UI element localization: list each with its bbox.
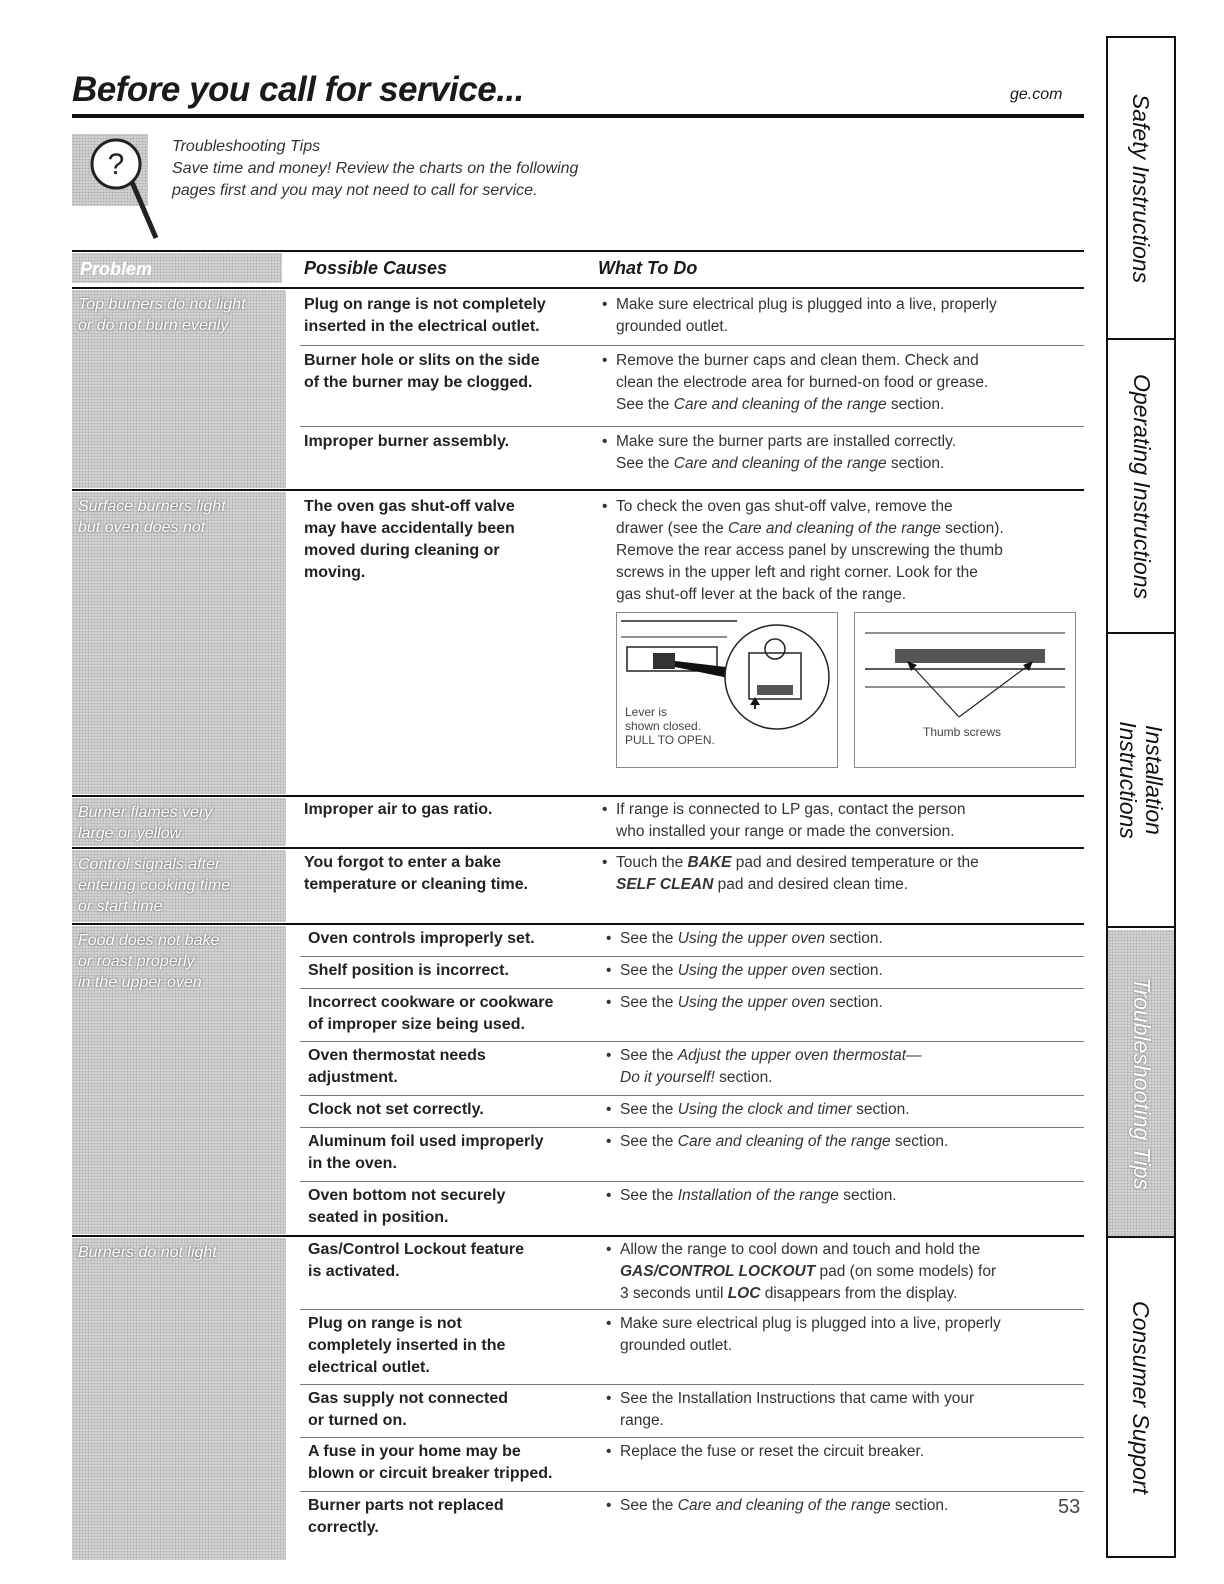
problem-title: Burners do not light [78,1244,217,1261]
todo-line: drawer (see the Care and cleaning of the range section). [616,520,1004,537]
causes-header: Possible Causes [304,258,448,278]
cause-line: Aluminum foil used improperly [308,1133,544,1150]
row-rule [300,956,1084,957]
todo-line: • See the Using the clock and timer section. [620,1101,910,1118]
cause-text [308,1388,578,1432]
cause-text [308,960,578,982]
todo-text [620,992,1070,1014]
problem-title: or roast properly [78,953,195,970]
todo-header: What To Do [598,258,698,278]
todo-line: clean the electrode area for burned-on food or grease. [616,374,989,391]
row-rule [300,345,1084,346]
todo-text [616,799,1066,843]
todo-line: • Make sure electrical plug is plugged into a live, properly [616,296,997,313]
section-rule [72,489,1084,491]
todo-line: SELF CLEAN pad and desired clean time. [616,876,909,893]
todo-line: • See the Care and cleaning of the range section. [620,1497,949,1514]
tab-label: Operating Instructions [1128,373,1155,599]
cause-line: inserted in the electrical outlet. [304,318,540,335]
cause-text [308,1045,578,1089]
cause-line: completely inserted in the [308,1337,506,1354]
todo-text [616,350,1066,416]
cause-line: seated in position. [308,1209,449,1226]
todo-text [620,1441,1070,1463]
cause-line: of the burner may be clogged. [304,374,533,391]
cause-text [308,1185,578,1229]
tab-installation-instructions[interactable] [1106,634,1176,926]
problem-title: entering cooking time [78,877,231,894]
cause-line: Oven thermostat needs [308,1047,486,1064]
todo-line: range. [620,1412,664,1429]
cause-line: electrical outlet. [308,1359,430,1376]
todo-text [620,960,1070,982]
cause-line: Incorrect cookware or cookware [308,994,554,1011]
cause-line: blown or circuit breaker tripped. [308,1465,553,1482]
section-rule [72,1235,1084,1237]
todo-text [620,1495,1070,1517]
todo-text [620,1388,1070,1432]
gas-valve-figure [616,612,838,768]
row-rule [300,1095,1084,1096]
cause-line: Improper air to gas ratio. [304,801,493,818]
problem-title: but oven does not [78,519,206,536]
cause-line: Plug on range is not completely [304,296,546,313]
figure-caption: Lever is [625,705,668,719]
todo-line: screws in the upper left and right corner. Look for the [616,564,978,581]
todo-text [620,928,1070,950]
todo-line: • See the Using the upper oven section. [620,930,883,947]
problem-cell [72,798,286,846]
todo-line: • To check the oven gas shut-off valve, remove the [616,498,953,515]
todo-text [620,1239,1070,1305]
cause-text [304,431,574,453]
todo-line: • See the Using the upper oven section. [620,962,883,979]
todo-line: • Make sure the burner parts are installed correctly. [616,433,957,450]
cause-text [304,496,574,584]
tab-troubleshooting-tips[interactable] [1108,930,1174,1236]
tab-label [1115,721,1167,839]
problem-header [72,253,282,283]
cause-text [304,350,574,394]
cause-line: or turned on. [308,1412,407,1429]
section-rule [72,847,1084,849]
header-rule [72,287,1084,289]
problem-cell [72,850,286,922]
title-rule [72,114,1084,118]
todo-text [616,294,1066,338]
row-rule [300,426,1084,427]
todo-line: grounded outlet. [616,318,729,335]
cause-line: Clock not set correctly. [308,1101,484,1118]
tips-heading: Troubleshooting Tips [172,138,321,155]
cause-text [308,992,578,1036]
todo-text [620,1099,1070,1121]
todo-line: • Make sure electrical plug is plugged into a live, properly [620,1315,1001,1332]
todo-line: Do it yourself! section. [620,1069,773,1086]
figure-caption: Thumb screws [923,725,1002,739]
todo-text [620,1045,1070,1089]
problem-title: Control signals after [78,856,221,873]
cause-line: The oven gas shut-off valve [304,498,515,515]
todo-text [620,1313,1070,1357]
cause-line: moving. [304,564,366,581]
problem-cell [72,492,286,794]
row-rule [300,1491,1084,1492]
tab-consumer-support[interactable] [1106,1238,1176,1556]
question-magnifier-icon [72,134,162,244]
tab-label: Safety Instructions [1128,93,1155,283]
cause-line: adjustment. [308,1069,398,1086]
tab-label-line: Installation [1141,725,1168,835]
tab-divider [1106,926,1176,928]
todo-line: • See the Care and cleaning of the range section. [620,1133,949,1150]
cause-line: Burner parts not replaced [308,1497,504,1514]
problem-title: in the upper oven [78,974,202,991]
svg-text:?: ? [107,148,125,181]
cause-line: Plug on range is not [308,1315,462,1332]
figure-caption: PULL TO OPEN. [625,733,715,747]
cause-line: correctly. [308,1519,379,1536]
todo-text [620,1185,1070,1207]
tab-operating-instructions[interactable] [1106,340,1176,632]
tab-label: Troubleshooting Tips [1128,976,1155,1190]
problem-cell [72,926,286,1234]
todo-line: • See the Adjust the upper oven thermostat— [620,1047,922,1064]
todo-line: who installed your range or made the conversion. [616,823,955,840]
cause-line: Oven bottom not securely [308,1187,506,1204]
row-rule [300,1309,1084,1310]
cause-text [308,1099,578,1121]
cause-text [308,1495,578,1539]
cause-text [308,1239,578,1283]
tab-label-line: Instructions [1115,721,1142,839]
problem-title: Burner flames very [78,804,213,821]
todo-line: See the Care and cleaning of the range section. [616,396,945,413]
problem-title: or start time [78,898,163,915]
cause-line: temperature or cleaning time. [304,876,529,893]
row-rule [300,1127,1084,1128]
todo-line: • See the Installation Instructions that came with your [620,1390,975,1407]
tips-line: pages first and you may not need to call for service. [172,182,538,199]
problem-title: Top burners do not light [78,296,246,313]
cause-line: Gas/Control Lockout feature [308,1241,525,1258]
todo-text [620,1131,1070,1153]
cause-line: A fuse in your home may be [308,1443,521,1460]
row-rule [300,988,1084,989]
todo-line: • If range is connected to LP gas, contact the person [616,801,966,818]
page-number: 53 [1058,1496,1081,1518]
todo-line: GAS/CONTROL LOCKOUT pad (on some models) for [620,1263,997,1280]
cause-line: Oven controls improperly set. [308,930,535,947]
cause-text [308,1441,578,1485]
todo-line: • Remove the burner caps and clean them. Check and [616,352,979,369]
problem-title: or do not burn evenly [78,317,229,334]
todo-line: • Replace the fuse or reset the circuit breaker. [620,1443,925,1460]
cause-text [308,928,578,950]
site-url[interactable]: ge.com [1010,86,1063,103]
thumb-screws-figure [854,612,1076,768]
cause-line: of improper size being used. [308,1016,525,1033]
section-rule [72,795,1084,797]
tab-safety-instructions[interactable] [1106,38,1176,338]
row-rule [300,1041,1084,1042]
cause-line: is activated. [308,1263,400,1280]
figure-caption: shown closed. [625,719,702,733]
cause-line: moved during cleaning or [304,542,500,559]
todo-line: See the Care and cleaning of the range section. [616,455,945,472]
cause-text [308,1131,578,1175]
problem-cell [72,1238,286,1560]
todo-text [616,431,1066,475]
cause-line: Shelf position is incorrect. [308,962,509,979]
cause-text [304,294,574,338]
cause-line: in the oven. [308,1155,397,1172]
row-rule [300,1181,1084,1182]
todo-line: 3 seconds until LOC disappears from the display. [620,1285,958,1302]
todo-text [616,852,1066,896]
todo-line: • Touch the BAKE pad and desired temperature or the [616,854,979,871]
problem-header-label: Problem [80,259,153,279]
cause-line: may have accidentally been [304,520,515,537]
cause-line: Gas supply not connected [308,1390,509,1407]
problem-title: Food does not bake [78,932,220,949]
table-top-rule [72,250,1084,252]
todo-line: • Allow the range to cool down and touch and hold the [620,1241,981,1258]
cause-line: Improper burner assembly. [304,433,510,450]
problem-title: large or yellow [78,825,182,842]
todo-line: • See the Installation of the range section. [620,1187,897,1204]
problem-cell [72,290,286,488]
cause-line: You forgot to enter a bake [304,854,502,871]
todo-line: • See the Using the upper oven section. [620,994,883,1011]
tab-label: Consumer Support [1128,1300,1155,1494]
todo-line: grounded outlet. [620,1337,733,1354]
section-rule [72,923,1084,925]
cause-line: Burner hole or slits on the side [304,352,540,369]
tips-text [172,136,578,202]
cause-text [304,852,574,896]
cause-text [308,1313,578,1379]
page-title: Before you call for service... [72,70,524,109]
row-rule [300,1384,1084,1385]
todo-line: Remove the rear access panel by unscrewing the thumb [616,542,1003,559]
cause-text [304,799,574,821]
tips-line: Save time and money! Review the charts on the following [172,160,579,177]
todo-text [616,496,1066,606]
row-rule [300,1437,1084,1438]
problem-title: Surface burners light [78,498,226,515]
todo-line: gas shut-off lever at the back of the range. [616,586,907,603]
